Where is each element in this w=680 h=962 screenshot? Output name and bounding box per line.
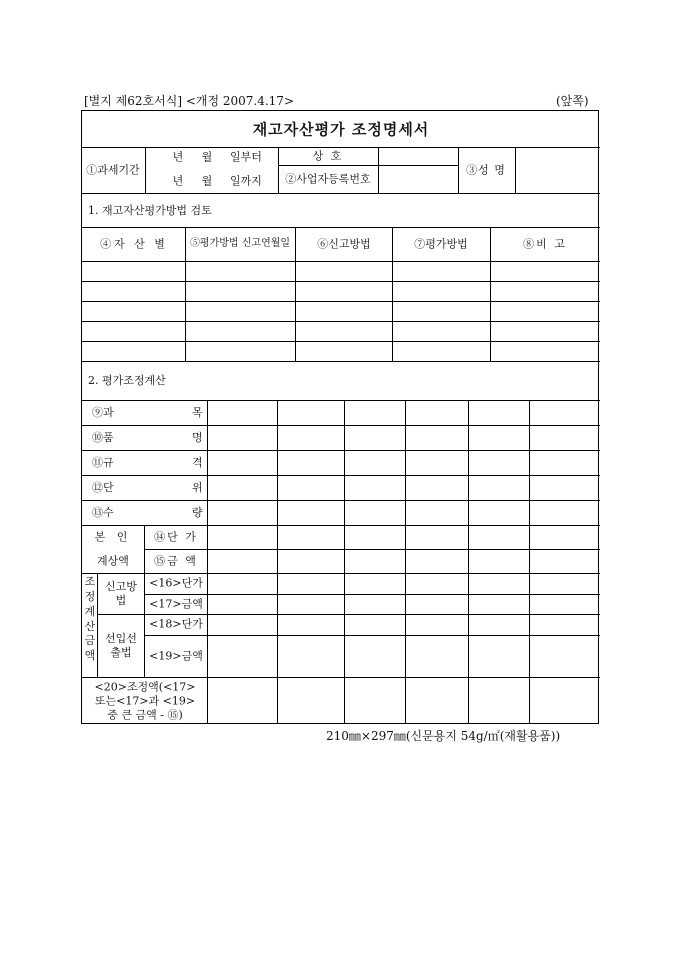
paper-spec-footer: 210㎜×297㎜(신문용지 54g/㎡(재활용품)) [326,729,561,743]
divider [82,475,600,476]
person-name-label: ③성 명 [466,163,506,177]
divider [82,227,600,228]
declared-method-label: 신고방법 [105,579,137,607]
row-spec-end: 격 [192,456,203,469]
divider [144,594,600,595]
tax-period-label: ①과세기간 [86,163,140,177]
row-quantity-label: ⑬수 [92,506,114,519]
r18-label: <18>단가 [149,617,203,631]
r17-label: <17>금액 [149,597,203,611]
divider [82,321,600,322]
r16-label: <16>단가 [149,576,203,590]
to-year: 년 [172,174,184,188]
divider [82,677,600,678]
divider [82,341,600,342]
fifo-label: 선입선출법 [105,631,137,659]
to-month: 월 [201,174,213,188]
r20-label-2: 또는<17>과 <19> [94,694,196,708]
col-valuation-method: ⑦평가방법 [414,237,468,251]
divider [277,400,278,724]
divider [144,549,600,550]
divider [82,573,600,574]
row-spec-label: ⑪규 [92,456,114,469]
r20-label-3: 중 큰 금액 - ⑮) [107,708,183,722]
adjusted-amount-vertical-label: 조정계산금액 [84,575,96,663]
to-day: 일까지 [230,174,262,188]
divider [392,227,393,361]
col-asset: ④자 산 별 [100,237,168,251]
from-day: 일부터 [230,150,262,164]
col-declared-method: ⑥신고방법 [317,237,371,251]
divider [82,500,600,501]
divider [185,227,186,361]
divider [344,400,345,724]
divider [82,281,600,282]
form-title: 재고자산평가 조정명세서 [252,120,430,139]
r19-label: <19>금액 [149,649,203,663]
row-item-end: 명 [192,431,203,444]
divider [82,261,600,262]
divider [207,400,208,724]
row-unit-label: ⑫단 [92,481,114,494]
divider [278,147,279,193]
col-declared-date: ⑤평가방법 신고연월일 [189,238,291,249]
r20-label-1: <20>조정액(<17> [94,680,196,694]
adjustment-form [81,110,599,724]
section1-title: 1. 재고자산평가방법 검토 [88,204,212,217]
row-item-label: ⑩품 [92,431,114,444]
divider [405,400,406,724]
divider [468,400,469,724]
divider [82,525,600,526]
form-number: [별지 제62호서식] <개정 2007.4.17> [84,94,294,108]
divider [458,147,459,193]
divider [82,147,600,148]
divider [82,400,600,401]
self-book-label: 본 인 [94,530,132,544]
divider [529,400,530,724]
divider [278,165,458,166]
page-side-label: (앞쪽) [556,94,589,108]
unit-price-label: ⑭단 가 [154,530,198,544]
divider [82,450,600,451]
divider [82,425,600,426]
divider [295,227,296,361]
from-year: 년 [172,150,184,164]
divider [82,193,600,194]
divider [82,301,600,302]
amount-label: ⑮금 액 [154,554,198,568]
company-name-label: 상 호 [312,149,344,163]
from-month: 월 [201,150,213,164]
self-book-label-2: 계상액 [97,554,129,568]
divider [144,525,145,677]
divider [515,147,516,193]
divider [378,147,379,193]
row-subject-label: ⑨과 [92,406,114,419]
divider [82,361,600,362]
divider [144,635,600,636]
divider [145,147,146,193]
row-quantity-end: 량 [192,506,203,519]
section2-title: 2. 평가조정계산 [88,374,166,387]
divider [97,573,98,677]
divider [490,227,491,361]
divider [97,614,600,615]
col-remarks: ⑧비 고 [523,237,567,251]
business-reg-label: ②사업자등록번호 [285,172,371,186]
row-subject-end: 목 [192,406,203,419]
row-unit-end: 위 [192,481,203,494]
